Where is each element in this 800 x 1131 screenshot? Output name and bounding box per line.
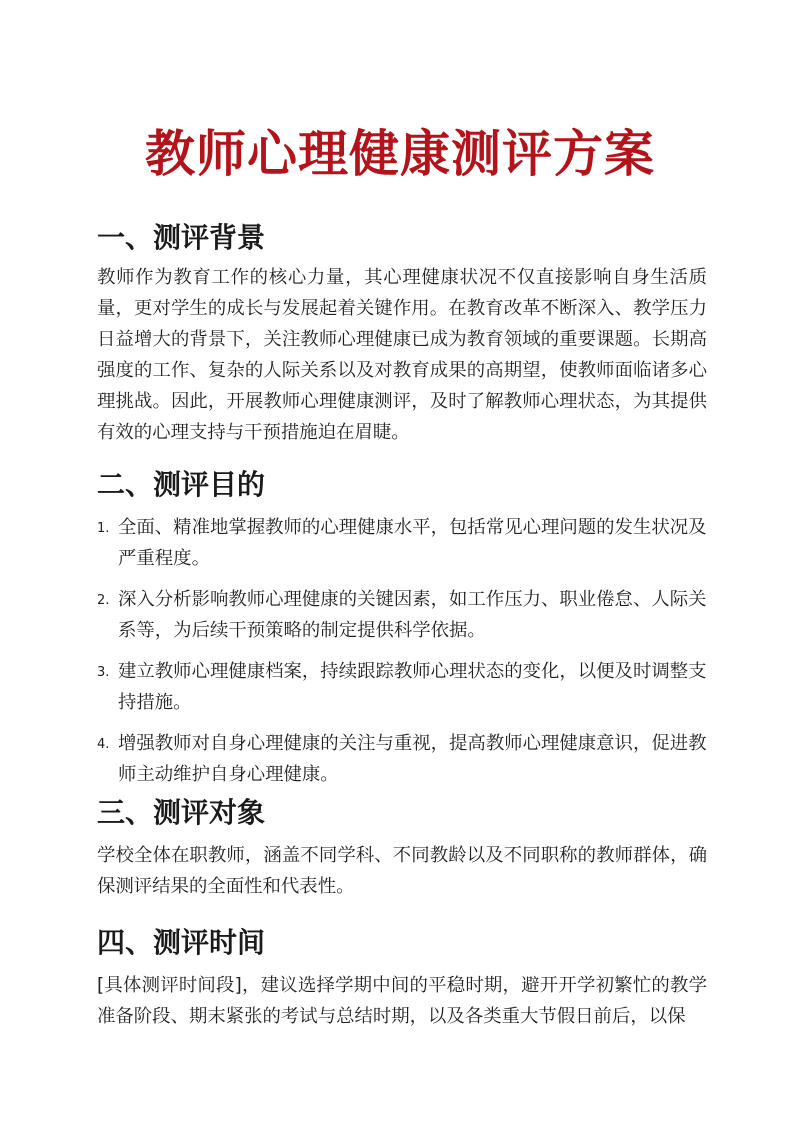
list-number: 2. — [97, 593, 110, 608]
list-item — [97, 512, 707, 574]
purpose-list — [97, 512, 707, 800]
list-number: 3. — [97, 665, 110, 680]
section-heading-background: 一、测评背景 — [97, 221, 266, 254]
document-title: 教师心理健康测评方案 — [145, 125, 655, 183]
list-item — [97, 728, 707, 790]
list-item-text: 全面、精准地掌握教师的心理健康水平，包括常见心理问题的发生状况及严重程度。 — [118, 517, 707, 569]
list-number: 4. — [97, 737, 110, 752]
list-item — [97, 584, 707, 646]
section-paragraph-background: 教师作为教育工作的核心力量，其心理健康状况不仅直接影响自身生活质量，更对学生的成长与发展起着关键作用。在教育改革不断深入、教学压力日益增大的背景下，关注教师心理健康已成为教育领域的重要课题。长期高强度的工作、复杂的人际关系以及对教育成果的高期望，使教师面临诸多心理挑战。因此，开展教师心理健康测评，及时了解教师心理状态，为其提供有效的心理支持与干预措施迫在眉睫。 — [97, 267, 707, 443]
section-paragraph-time: [具体测评时间段]，建议选择学期中间的平稳时期，避开开学初繁忙的教学准备阶段、期末紧张的考试与总结时期，以及各类重大节假日前后，以保 — [97, 975, 707, 1027]
section-heading-purpose: 二、测评目的 — [97, 468, 266, 501]
list-number: 1. — [97, 521, 110, 536]
section-heading-subjects: 三、测评对象 — [97, 796, 266, 829]
list-item-text: 深入分析影响教师心理健康的关键因素，如工作压力、职业倦怠、人际关系等，为后续干预策略的制定提供科学依据。 — [118, 589, 707, 641]
section-heading-time: 四、测评时间 — [97, 926, 266, 959]
list-item-text: 增强教师对自身心理健康的关注与重视，提高教师心理健康意识，促进教师主动维护自身心理健康。 — [118, 733, 707, 785]
list-item-text: 建立教师心理健康档案，持续跟踪教师心理状态的变化，以便及时调整支持措施。 — [118, 661, 707, 713]
list-item — [97, 656, 707, 718]
section-paragraph-subjects: 学校全体在职教师，涵盖不同学科、不同教龄以及不同职称的教师群体，确保测评结果的全面性和代表性。 — [97, 845, 707, 897]
